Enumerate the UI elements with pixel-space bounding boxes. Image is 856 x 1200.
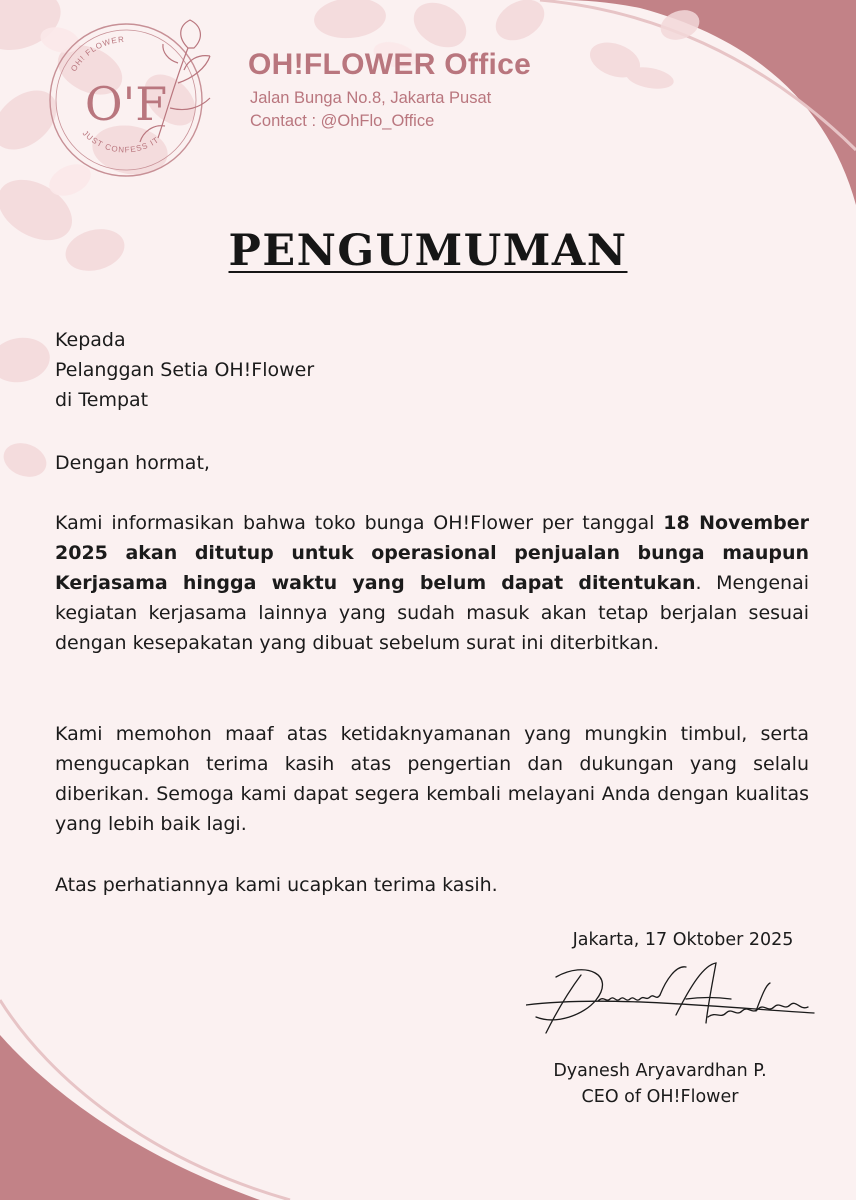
paragraph-1-rest: . Mengenai kegiatan kerjasama lainnya yang sudah masuk akan tetap berjalan sesuai dengan kesepakatan yang dibuat sebelum surat ini diterbitkan. [55, 572, 809, 654]
office-contact: Contact : @OhFlo_Office [250, 112, 435, 130]
paragraph-2: Kami memohon maaf atas ketidaknyamanan yang mungkin timbul, serta mengucapkan terima kasih atas pengertian dan dukungan yang selalu diberikan. Semoga kami dapat segera kembali melayani Anda dengan kualitas yang lebih baik lagi. [55, 723, 809, 835]
signatory-name: Dyanesh Aryavardhan P. [553, 1061, 767, 1081]
oh-flower-logo [38, 8, 230, 192]
recipient-block [55, 325, 809, 415]
page-title-text: PENGUMUMAN [228, 226, 628, 276]
signatory-role: CEO of OH!Flower [581, 1087, 739, 1107]
office-name: OH!FLOWER Office [248, 48, 532, 81]
place-and-date: Jakarta, 17 Oktober 2025 [572, 930, 794, 950]
closing-line: Atas perhatiannya kami ucapkan terima kasih. [55, 874, 498, 896]
page-title [0, 226, 856, 276]
recipient-line-3: di Tempat [55, 389, 149, 411]
logo-ring-text-top: OH! FLOWER [69, 34, 126, 74]
recipient-line-1: Kepada [55, 329, 126, 351]
greeting: Dengan hormat, [55, 452, 210, 474]
paragraph-1 [55, 508, 809, 658]
svg-text:JUST CONFESS IT [81, 129, 161, 155]
paragraph-1-bold: 18 November 2025 akan ditutup untuk operasional penjualan bunga maupun Kerjasama hingga waktu yang belum dapat ditentukan [55, 512, 809, 594]
logo-ring-text-bottom: JUST CONFESS IT [80, 128, 161, 155]
recipient-line-2: Pelanggan Setia OH!Flower [55, 359, 315, 381]
office-address: Jalan Bunga No.8, Jakarta Pusat [250, 89, 492, 107]
paragraph-1-intro: Kami informasikan bahwa toko bunga OH!Flower per tanggal [55, 512, 664, 534]
handwritten-signature [526, 955, 816, 1045]
logo-monogram: O'F [84, 77, 168, 131]
